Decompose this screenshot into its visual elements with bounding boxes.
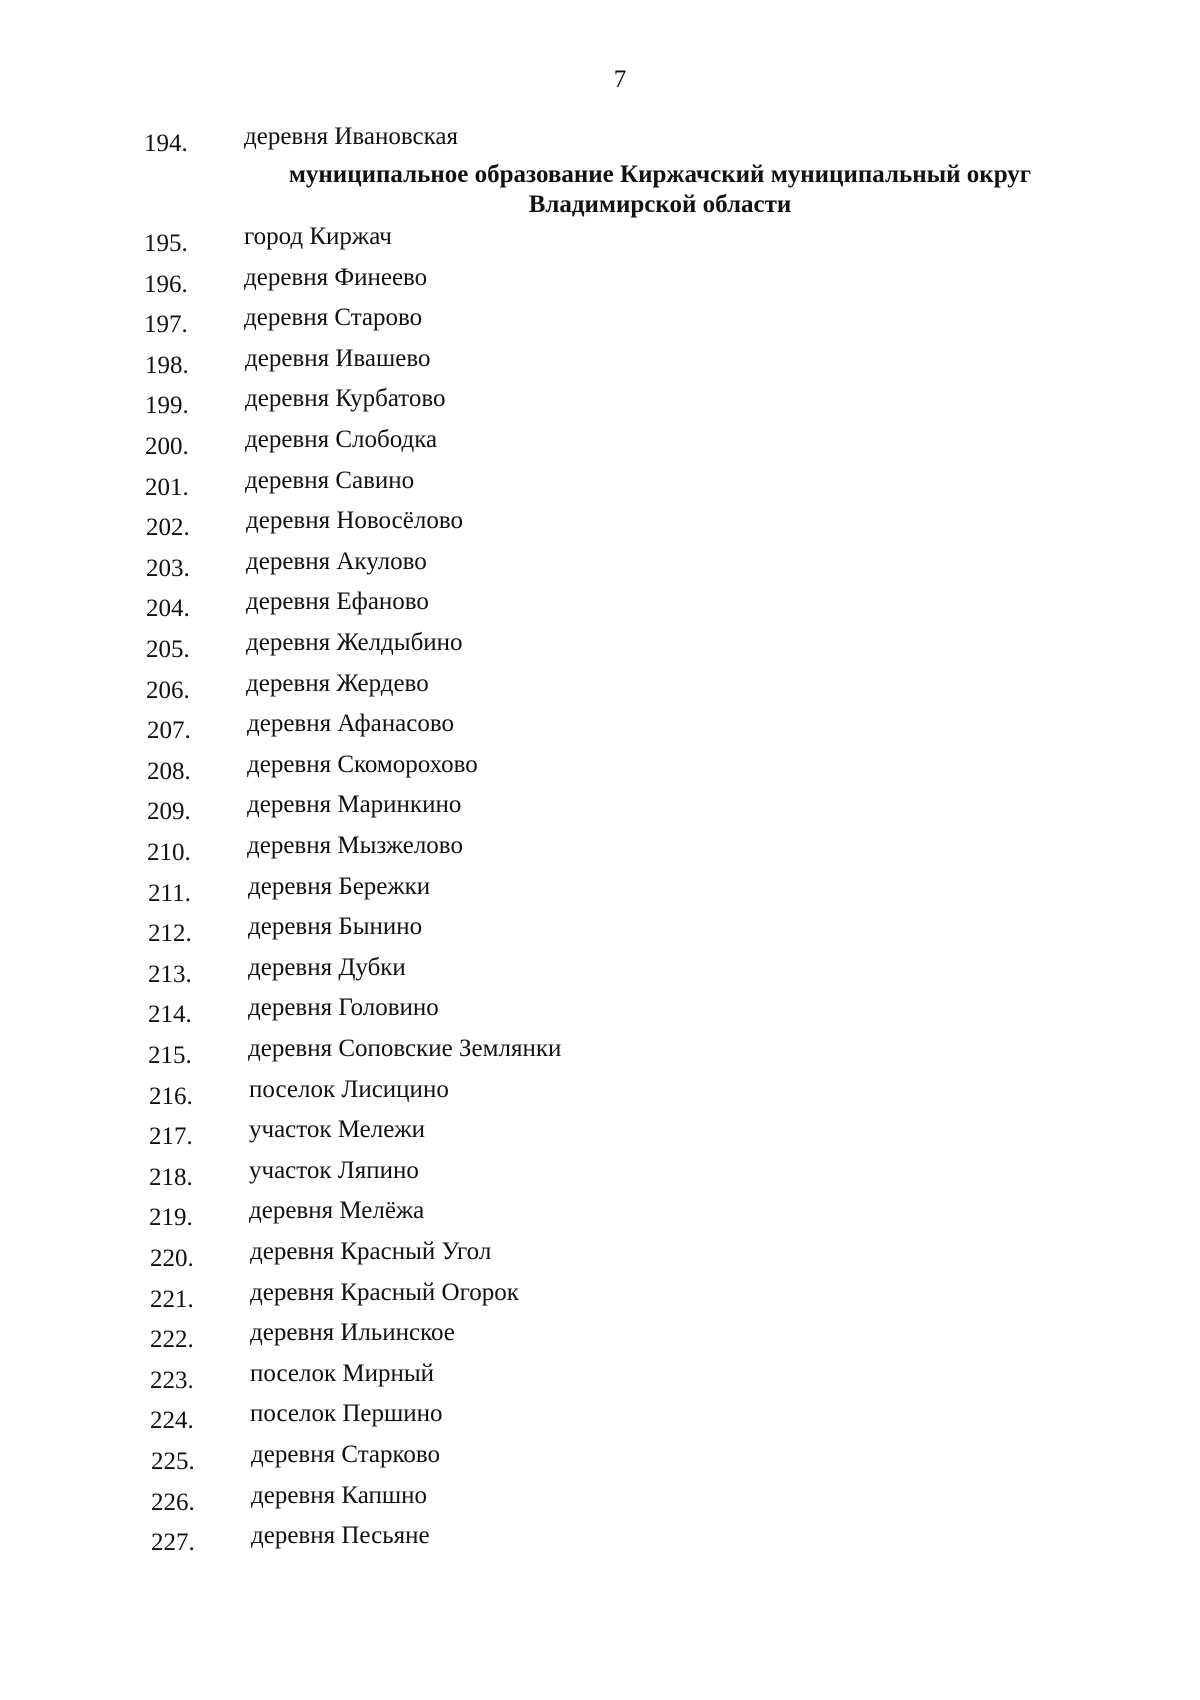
list-item bbox=[145, 425, 945, 460]
list-item bbox=[144, 122, 944, 157]
settlement-name: деревня Ильинское bbox=[250, 1319, 455, 1346]
list-item bbox=[146, 506, 946, 541]
settlement-name: участок Мележи bbox=[249, 1116, 425, 1143]
list-item bbox=[151, 1440, 951, 1475]
list-item bbox=[147, 831, 947, 866]
list-item bbox=[144, 263, 944, 298]
list-item bbox=[148, 993, 948, 1028]
item-number: 200. bbox=[145, 433, 189, 460]
settlement-name: деревня Афанасово bbox=[247, 710, 454, 737]
item-number: 217. bbox=[149, 1123, 193, 1150]
item-number: 221. bbox=[150, 1286, 194, 1313]
settlement-name: деревня Бынино bbox=[248, 913, 423, 940]
item-number: 214. bbox=[148, 1001, 192, 1028]
list-item bbox=[146, 587, 946, 622]
item-number: 220. bbox=[150, 1245, 194, 1272]
item-number: 207. bbox=[147, 717, 191, 744]
item-number: 197. bbox=[144, 311, 188, 338]
settlement-name: поселок Першино bbox=[250, 1400, 443, 1427]
list-item bbox=[150, 1237, 950, 1272]
settlement-name: деревня Ефаново bbox=[246, 588, 429, 615]
item-number: 211. bbox=[148, 880, 191, 907]
settlement-name: деревня Бережки bbox=[248, 873, 431, 900]
settlement-name: участок Ляпино bbox=[249, 1157, 419, 1184]
item-number: 227. bbox=[151, 1529, 195, 1556]
section-heading bbox=[160, 160, 1160, 220]
settlement-name: деревня Слободка bbox=[245, 426, 438, 453]
list-item bbox=[148, 953, 948, 988]
list-item bbox=[149, 1196, 949, 1231]
settlement-name: деревня Ивашево bbox=[245, 345, 431, 372]
settlement-name: деревня Курбатово bbox=[245, 385, 446, 412]
settlement-name: деревня Песьяне bbox=[251, 1522, 430, 1549]
item-number: 199. bbox=[145, 392, 189, 419]
item-number: 225. bbox=[151, 1448, 195, 1475]
list-item bbox=[146, 547, 946, 582]
list-item bbox=[144, 303, 944, 338]
item-number: 216. bbox=[149, 1083, 193, 1110]
list-item bbox=[147, 709, 947, 744]
settlement-name: деревня Акулово bbox=[246, 548, 427, 575]
settlement-name: поселок Лисицино bbox=[249, 1076, 449, 1103]
settlement-name: деревня Старково bbox=[251, 1441, 441, 1468]
settlement-name: город Киржач bbox=[244, 223, 392, 250]
item-number: 224. bbox=[150, 1407, 194, 1434]
item-number: 226. bbox=[151, 1489, 195, 1516]
list-item bbox=[147, 750, 947, 785]
settlement-name: деревня Старово bbox=[244, 304, 423, 331]
list-item bbox=[149, 1156, 949, 1191]
item-number: 219. bbox=[149, 1204, 193, 1231]
item-number: 208. bbox=[147, 758, 191, 785]
list-item bbox=[144, 222, 944, 257]
list-item bbox=[151, 1481, 951, 1516]
item-number: 201. bbox=[145, 474, 189, 501]
list-item bbox=[150, 1359, 950, 1394]
page-number: 7 bbox=[613, 66, 627, 93]
item-number: 206. bbox=[146, 677, 190, 704]
settlement-name: поселок Мирный bbox=[250, 1360, 435, 1387]
list-item bbox=[147, 790, 947, 825]
item-number: 222. bbox=[150, 1326, 194, 1353]
section-heading-line-1: муниципальное образование Киржачский муниципальный округ bbox=[288, 161, 1032, 188]
settlement-name: деревня Мелёжа bbox=[249, 1197, 425, 1224]
list-item bbox=[150, 1318, 950, 1353]
list-item bbox=[149, 1115, 949, 1150]
list-item bbox=[150, 1278, 950, 1313]
settlement-name: деревня Желдыбино bbox=[246, 629, 463, 656]
settlement-name: деревня Красный Угол bbox=[250, 1238, 492, 1265]
settlement-name: деревня Савино bbox=[245, 467, 415, 494]
item-number: 215. bbox=[148, 1042, 192, 1069]
item-number: 223. bbox=[150, 1367, 194, 1394]
item-number: 209. bbox=[147, 798, 191, 825]
item-number: 218. bbox=[149, 1164, 193, 1191]
list-item bbox=[146, 628, 946, 663]
item-number: 198. bbox=[145, 352, 189, 379]
settlement-name: деревня Ивановская bbox=[244, 123, 458, 150]
item-number: 204. bbox=[146, 595, 190, 622]
item-number: 196. bbox=[144, 271, 188, 298]
list-item bbox=[145, 466, 945, 501]
list-item bbox=[149, 1075, 949, 1110]
item-number: 210. bbox=[147, 839, 191, 866]
list-item bbox=[148, 912, 948, 947]
item-number: 194. bbox=[144, 130, 188, 157]
item-number: 195. bbox=[144, 230, 188, 257]
settlement-name: деревня Скоморохово bbox=[247, 751, 478, 778]
list-item bbox=[145, 384, 945, 419]
list-item bbox=[146, 669, 946, 704]
list-item bbox=[151, 1521, 951, 1556]
settlement-name: деревня Новосёлово bbox=[246, 507, 463, 534]
settlement-name: деревня Маринкино bbox=[247, 791, 462, 818]
item-number: 212. bbox=[148, 920, 192, 947]
settlement-name: деревня Мызжелово bbox=[247, 832, 463, 859]
list-item bbox=[148, 1034, 948, 1069]
settlement-name: деревня Финеево bbox=[244, 264, 428, 291]
item-number: 213. bbox=[148, 961, 192, 988]
list-item bbox=[150, 1399, 950, 1434]
item-number: 205. bbox=[146, 636, 190, 663]
item-number: 202. bbox=[146, 514, 190, 541]
list-item bbox=[145, 344, 945, 379]
settlement-name: деревня Капшно bbox=[251, 1482, 427, 1509]
settlement-name: деревня Жердево bbox=[246, 670, 429, 697]
settlement-name: деревня Дубки bbox=[248, 954, 406, 981]
settlement-name: деревня Головино bbox=[248, 994, 439, 1021]
section-heading-line-2: Владимирской области bbox=[528, 191, 792, 218]
list-item bbox=[148, 872, 948, 907]
item-number: 203. bbox=[146, 555, 190, 582]
settlement-name: деревня Красный Огорок bbox=[250, 1279, 519, 1306]
settlement-name: деревня Соповские Землянки bbox=[248, 1035, 562, 1062]
